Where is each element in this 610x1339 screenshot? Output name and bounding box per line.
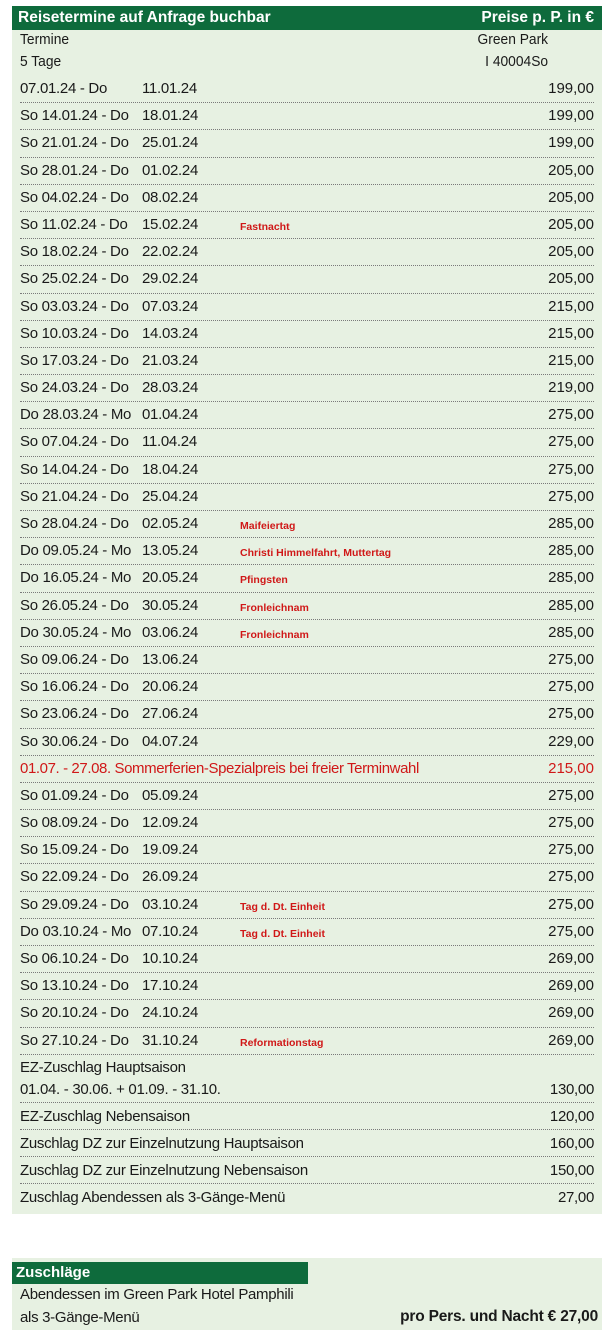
holiday-note: Tag d. Dt. Einheit	[240, 927, 325, 940]
date-row	[20, 429, 594, 456]
start-date: Do 30.05.24 - Mo	[20, 623, 132, 641]
ez-surcharge-low-season	[20, 1103, 594, 1130]
dz-low-price: 150,00	[549, 1162, 594, 1179]
start-date: So 21.01.24 - Do	[20, 134, 129, 152]
date-row	[20, 212, 594, 239]
holiday-note: Maifeiertag	[240, 520, 296, 532]
dinner-label: Zuschlag Abendessen als 3-Gänge-Menü	[20, 1189, 286, 1206]
row-price: 275,00	[548, 922, 594, 940]
date-row	[20, 810, 594, 837]
row-price: 199,00	[548, 107, 594, 125]
row-price: 275,00	[548, 487, 594, 505]
start-date: So 30.06.24 - Do	[20, 732, 129, 750]
zuschlaege-price: pro Pers. und Nacht € 27,00	[400, 1308, 598, 1325]
row-price: 269,00	[548, 950, 594, 967]
row-price: 285,00	[548, 515, 594, 532]
end-date: 18.04.24	[142, 460, 198, 478]
row-price: 199,00	[548, 134, 594, 152]
date-row	[20, 837, 594, 864]
dinner-surcharge	[20, 1184, 594, 1211]
hotel-name: Green Park	[477, 31, 549, 48]
row-price: 275,00	[548, 895, 594, 913]
row-price: 275,00	[548, 460, 594, 478]
surcharge-list	[20, 1057, 594, 1211]
dz-high-label: Zuschlag DZ zur Einzelnutzung Hauptsaison	[20, 1135, 304, 1152]
row-price: 205,00	[548, 161, 594, 179]
end-date: 10.10.24	[142, 950, 198, 967]
row-price: 275,00	[548, 433, 594, 451]
date-row	[20, 185, 594, 212]
holiday-note: Tag d. Dt. Einheit	[240, 900, 325, 913]
row-price: 275,00	[548, 814, 594, 832]
row-price: 199,00	[548, 80, 594, 97]
holiday-note: Reformationstag	[240, 1036, 324, 1049]
row-price: 205,00	[548, 243, 594, 261]
start-date: So 15.09.24 - Do	[20, 841, 129, 859]
end-date: 11.04.24	[142, 433, 197, 451]
ez-low-price: 120,00	[549, 1108, 594, 1125]
row-price: 205,00	[548, 215, 594, 233]
date-row	[20, 130, 594, 157]
start-date: So 07.04.24 - Do	[20, 433, 129, 451]
ez-high-label: EZ-Zuschlag Hauptsaison	[20, 1059, 186, 1076]
end-date: 01.04.24	[142, 406, 198, 424]
holiday-note: Pfingsten	[240, 574, 288, 587]
end-date: 28.03.24	[142, 379, 198, 397]
row-price: 269,00	[548, 1004, 594, 1022]
row-price: 275,00	[548, 841, 594, 859]
start-date: So 03.03.24 - Do	[20, 297, 129, 315]
dz-low-label: Zuschlag DZ zur Einzelnutzung Nebensaison	[20, 1162, 308, 1179]
start-date: So 20.10.24 - Do	[20, 1004, 129, 1022]
row-price: 285,00	[548, 569, 594, 587]
end-date: 25.01.24	[142, 134, 198, 152]
date-row	[20, 593, 594, 620]
end-date: 05.09.24	[142, 786, 198, 804]
price-note: Preise p. P. in €	[481, 9, 594, 26]
end-date: 13.05.24	[142, 542, 198, 560]
zuschlaege-header: Zuschläge	[12, 1262, 308, 1284]
date-row	[20, 375, 594, 402]
holiday-note: Christi Himmelfahrt, Muttertag	[240, 547, 392, 560]
ez-high-price: 130,00	[549, 1081, 594, 1098]
start-date: So 14.01.24 - Do	[20, 107, 129, 125]
start-date: So 08.09.24 - Do	[20, 814, 129, 832]
end-date: 15.02.24	[142, 215, 198, 233]
row-price: 215,00	[548, 297, 594, 315]
date-row	[20, 402, 594, 429]
dz-surcharge-low-season	[20, 1157, 594, 1184]
end-date: 13.06.24	[142, 650, 198, 668]
duration-row	[20, 53, 548, 70]
date-row	[20, 674, 594, 701]
zuschlaege-line-1: Abendessen im Green Park Hotel Pamphili	[20, 1286, 294, 1303]
date-row	[20, 76, 594, 103]
row-price: 219,00	[548, 379, 594, 397]
ez-low-label: EZ-Zuschlag Nebensaison	[20, 1108, 190, 1125]
end-date: 03.10.24	[142, 895, 198, 913]
start-date: So 22.09.24 - Do	[20, 868, 129, 886]
start-date: So 23.06.24 - Do	[20, 705, 129, 723]
end-date: 14.03.24	[142, 324, 198, 342]
row-price: 275,00	[548, 786, 594, 804]
termine-label: Termine	[20, 31, 70, 48]
special-offer-row	[20, 756, 594, 783]
start-date: So 04.02.24 - Do	[20, 188, 129, 206]
start-date: Do 09.05.24 - Mo	[20, 542, 132, 560]
date-row	[20, 294, 594, 321]
date-row	[20, 484, 594, 511]
end-date: 22.02.24	[142, 243, 198, 261]
date-row	[20, 729, 594, 756]
end-date: 29.02.24	[142, 270, 198, 288]
start-date: So 14.04.24 - Do	[20, 460, 129, 478]
end-date: 26.09.24	[142, 868, 198, 886]
start-date: So 26.05.24 - Do	[20, 596, 129, 614]
start-date: 01.07. - 27.08. Sommerferien-Spezialpreis bei freier Terminwahl	[20, 759, 419, 777]
date-row	[20, 892, 594, 919]
end-date: 24.10.24	[142, 1004, 198, 1022]
zuschlaege-line-2: als 3-Gänge-Menü	[20, 1309, 140, 1326]
start-date: So 27.10.24 - Do	[20, 1031, 129, 1049]
date-list	[20, 76, 594, 1055]
date-row	[20, 538, 594, 565]
holiday-note: Fronleichnam	[240, 628, 309, 641]
start-date: So 29.09.24 - Do	[20, 895, 129, 913]
ez-high-period: 01.04. - 30.06. + 01.09. - 31.10.	[20, 1081, 221, 1098]
tour-code: I 40004So	[485, 53, 549, 70]
end-date: 27.06.24	[142, 705, 198, 723]
start-date: So 06.10.24 - Do	[20, 950, 129, 967]
start-date: So 28.01.24 - Do	[20, 161, 129, 179]
start-date: So 28.04.24 - Do	[20, 515, 129, 532]
end-date: 31.10.24	[142, 1031, 198, 1049]
end-date: 19.09.24	[142, 841, 198, 859]
date-row	[20, 647, 594, 674]
end-date: 25.04.24	[142, 487, 198, 505]
row-price: 269,00	[548, 1031, 594, 1049]
row-price: 275,00	[548, 705, 594, 723]
date-row	[20, 321, 594, 348]
row-price: 215,00	[548, 351, 594, 369]
row-price: 205,00	[548, 188, 594, 206]
date-row	[20, 158, 594, 185]
date-row	[20, 864, 594, 891]
start-date: So 13.10.24 - Do	[20, 977, 129, 995]
dz-high-price: 160,00	[549, 1135, 594, 1152]
start-date: Do 28.03.24 - Mo	[20, 406, 132, 424]
end-date: 07.10.24	[142, 922, 198, 940]
end-date: 17.10.24	[142, 977, 198, 995]
start-date: So 11.02.24 - Do	[20, 215, 128, 233]
end-date: 18.01.24	[142, 107, 198, 125]
end-date: 07.03.24	[142, 297, 198, 315]
start-date: So 24.03.24 - Do	[20, 379, 129, 397]
dinner-price: 27,00	[557, 1189, 594, 1206]
start-date: So 09.06.24 - Do	[20, 650, 129, 668]
end-date: 30.05.24	[142, 596, 198, 614]
date-row	[20, 1028, 594, 1055]
start-date: So 01.09.24 - Do	[20, 786, 129, 804]
end-date: 03.06.24	[142, 623, 198, 641]
table-header	[12, 6, 602, 30]
end-date: 08.02.24	[142, 188, 198, 206]
start-date: Do 16.05.24 - Mo	[20, 569, 132, 587]
start-date: 07.01.24 - Do	[20, 80, 107, 97]
start-date: Do 03.10.24 - Mo	[20, 922, 132, 940]
date-row	[20, 565, 594, 592]
ez-surcharge-high-season	[20, 1057, 594, 1103]
date-row	[20, 457, 594, 484]
start-date: So 17.03.24 - Do	[20, 351, 129, 369]
end-date: 04.07.24	[142, 732, 198, 750]
column-header-row	[20, 31, 548, 48]
row-price: 275,00	[548, 406, 594, 424]
duration-label: 5 Tage	[20, 53, 62, 70]
start-date: So 21.04.24 - Do	[20, 487, 129, 505]
row-price: 205,00	[548, 270, 594, 288]
dz-surcharge-high-season	[20, 1130, 594, 1157]
date-row	[20, 1000, 594, 1027]
start-date: So 18.02.24 - Do	[20, 243, 129, 261]
row-price: 275,00	[548, 650, 594, 668]
date-row	[20, 511, 594, 538]
row-price: 285,00	[548, 596, 594, 614]
date-row	[20, 919, 594, 946]
end-date: 20.06.24	[142, 678, 198, 696]
row-price: 275,00	[548, 868, 594, 886]
end-date: 12.09.24	[142, 814, 198, 832]
row-price: 269,00	[548, 977, 594, 995]
start-date: So 16.06.24 - Do	[20, 678, 129, 696]
row-price: 275,00	[548, 678, 594, 696]
row-price: 215,00	[548, 324, 594, 342]
date-row	[20, 239, 594, 266]
date-row	[20, 620, 594, 647]
end-date: 20.05.24	[142, 569, 198, 587]
start-date: So 10.03.24 - Do	[20, 324, 129, 342]
date-row	[20, 701, 594, 728]
date-row	[20, 946, 594, 973]
date-row	[20, 103, 594, 130]
row-price: 285,00	[548, 623, 594, 641]
date-row	[20, 266, 594, 293]
end-date: 11.01.24	[142, 80, 197, 97]
row-price: 285,00	[548, 542, 594, 560]
date-row	[20, 783, 594, 810]
end-date: 02.05.24	[142, 515, 198, 532]
date-row	[20, 973, 594, 1000]
end-date: 21.03.24	[142, 351, 198, 369]
start-date: So 25.02.24 - Do	[20, 270, 129, 288]
date-row	[20, 348, 594, 375]
row-price: 215,00	[548, 759, 594, 777]
row-price: 229,00	[548, 732, 594, 750]
end-date: 01.02.24	[142, 161, 198, 179]
holiday-note: Fastnacht	[240, 220, 290, 233]
table-title: Reisetermine auf Anfrage buchbar	[18, 9, 271, 26]
holiday-note: Fronleichnam	[240, 601, 309, 614]
